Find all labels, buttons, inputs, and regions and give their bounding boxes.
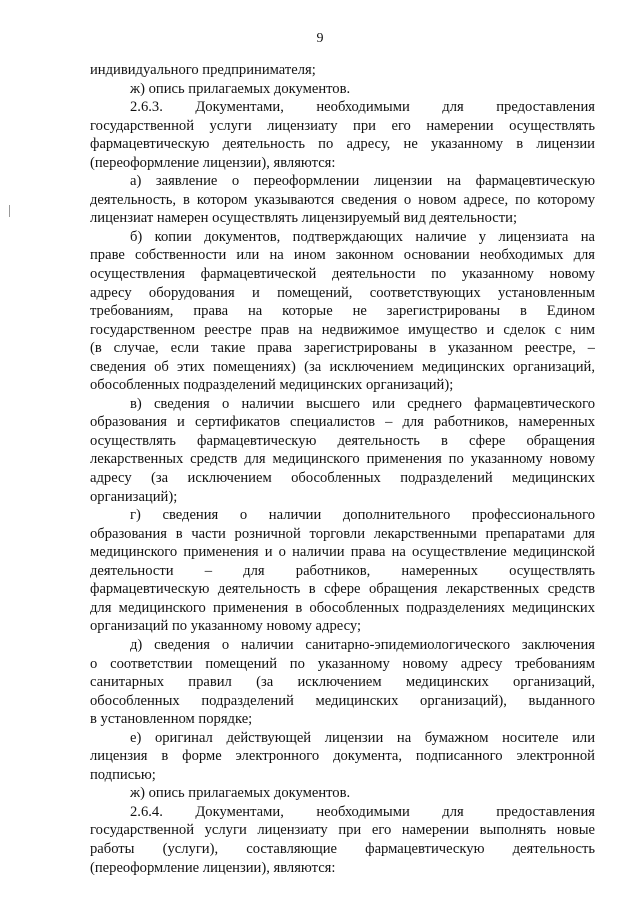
text-line: в) сведения о наличии высшего или среднего фармацевтического (130, 395, 595, 412)
text-line: государственной услуги лицензиату при его намерении выполнять новые (90, 822, 595, 839)
text-line: образования в части розничной торговли лекарственными препаратами для (90, 525, 595, 542)
text-line: фармацевтическую деятельность по адресу, не указанному в лицензии (90, 136, 595, 153)
text-line: осуществлять фармацевтическую деятельность в сфере обращения (90, 432, 595, 449)
text-line: г) сведения о наличии дополнительного профессионального (130, 507, 595, 524)
text-line: 2.6.4. Документами, необходимыми для предоставления (130, 803, 595, 820)
text-line: обособленных подразделений медицинских организаций), выданного (90, 692, 595, 709)
text-line: сведения об этих помещениях) (за исключением медицинских организаций, (90, 358, 595, 375)
text-line: санитарных правил (за исключением медицинских организаций, (90, 674, 595, 691)
text-line: фармацевтическую деятельность в сфере обращения лекарственных средств (90, 581, 595, 598)
text-line: (переоформление лицензии), являются: (90, 154, 336, 171)
text-line: лицензия в форме электронного документа, подписанного электронной (90, 748, 595, 765)
text-line: а) заявление о переоформлении лицензии на фармацевтическую (130, 173, 595, 190)
page-number: 9 (316, 31, 324, 46)
text-line: (переоформление лицензии), являются: (90, 859, 336, 876)
document-body (90, 61, 595, 877)
text-line: государственном реестре прав на недвижимое имущество и сделок с ним (90, 321, 595, 338)
text-line: организаций по указанному новому адресу; (90, 618, 362, 635)
text-line: работы (услуги), составляющие фармацевтическую деятельность (90, 840, 595, 857)
text-line: б) копии документов, подтверждающих наличие у лицензиата на (130, 228, 595, 245)
text-line: о соответствии помещений по указанному новому адресу требованиям (90, 655, 595, 672)
text-line: требованиям, права на которые не зарегистрированы в Едином (90, 303, 595, 320)
text-line: образования и сертификатов специалистов – для работников, намеренных (90, 414, 595, 431)
text-line: индивидуального предпринимателя; (90, 62, 316, 78)
text-line: государственной услуги лицензиату при его намерении осуществлять (90, 117, 595, 134)
text-line: адресу (за исключением обособленных подразделений медицинских (90, 470, 595, 487)
text-line: осуществления фармацевтической деятельности по указанному новому (90, 266, 595, 283)
text-line: лицензиат намерен осуществлять лицензируемый вид деятельности; (90, 210, 517, 227)
text-line: 2.6.3. Документами, необходимыми для предоставления (130, 99, 595, 116)
text-line: деятельность, в котором указываются сведения о новом адресе, по которому (90, 191, 595, 208)
text-line: деятельности – для работников, намеренных осуществлять (90, 562, 595, 579)
text-line: подписью; (90, 766, 156, 783)
scan-margin-mark (9, 205, 10, 217)
text-line: в установленном порядке; (90, 711, 253, 728)
text-line: лекарственных средств для медицинского применения по указанному новому (90, 451, 595, 468)
text-line: праве собственности или на ином законном основании необходимых для (90, 247, 595, 264)
text-line: медицинского применения и о наличии права на осуществление медицинской (90, 544, 595, 561)
text-line: организаций); (90, 488, 178, 505)
text-line: обособленных подразделений медицинских организаций); (90, 377, 454, 394)
text-line: ж) опись прилагаемых документов. (130, 785, 351, 802)
text-line: ж) опись прилагаемых документов. (130, 80, 351, 97)
text-line: адресу оборудования и помещений, соответствующих установленным (90, 284, 595, 301)
text-line: е) оригинал действующей лицензии на бумажном носителе или (130, 729, 595, 746)
text-line: для медицинского применения в обособленных подразделениях медицинских (90, 599, 595, 616)
text-line: д) сведения о наличии санитарно-эпидемиологического заключения (130, 636, 595, 653)
text-line: (в случае, если такие права зарегистрированы в указанном реестре, – (90, 340, 595, 357)
